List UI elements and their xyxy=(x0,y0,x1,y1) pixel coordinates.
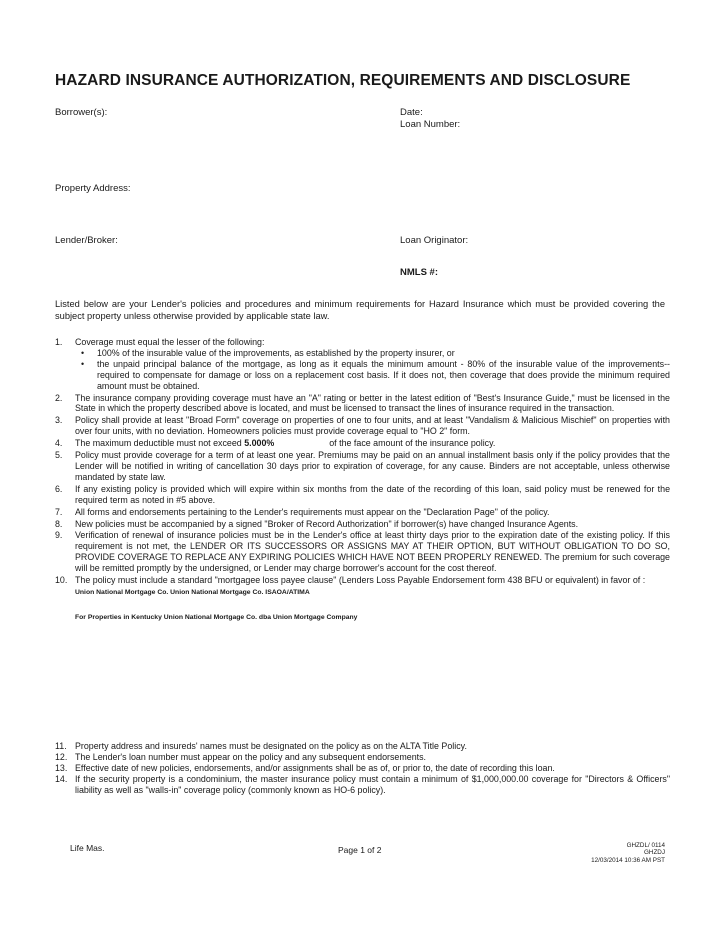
requirement-14: 14. If the security property is a condominium, the master insurance policy must contain a minimum of $1,000,000.00 coverage for "Directors & Officers" liability as well as "walls-in" coverage policy (commonly known as HO-6 policy). xyxy=(55,773,670,795)
loan-number-label: Loan Number: xyxy=(400,119,461,130)
requirement-1: 1. Coverage must equal the lesser of the following: • 100% of the insurable value of the improvements, as established by the property insurer, or • the unpaid principal balance of the mortgage, as long as it equals the minimum amount - 80% of the insurable value of the improvements--required to compensate for damage or loss on a replacement cost basis. If it does not, then coverage that does provide the minimum required amount must be obtained. xyxy=(55,337,670,392)
requirement-text: Policy must provide coverage for a term of at least one year. Premiums may be paid on an annual installment basis only if the policy provides that the Lender will be notified in writing of cancellation 30 days prior to expiration of coverage, for any cause. Binders are not acceptable, unless otherwise mandated by state law. xyxy=(75,450,670,482)
coverage-bullets xyxy=(75,348,670,392)
requirement-text: The maximum deductible must not exceed xyxy=(75,438,242,449)
bullet-item: • the unpaid principal balance of the mortgage, as long as it equals the minimum amount - 80% of the insurable value of the improvements--required to compensate for damage or loss on a replacement cost basis. If it does not, then coverage that does provide the minimum required amount must be obtained. xyxy=(75,359,670,392)
requirement-3: 3. Policy shall provide at least "Broad Form" coverage on properties of one to four units, and at least "Vandalism & Malicious Mischief" on properties with over four units, with no deviation. Homeowners policies must provide coverage equal to "HO 2" form. xyxy=(55,415,670,437)
requirement-text: of the face amount of the insurance policy. xyxy=(329,438,496,449)
lender-broker-label: Lender/Broker: xyxy=(55,235,118,246)
requirement-11: 11. Property address and insureds' names must be designated on the policy as on the ALTA Title Policy. xyxy=(55,741,467,751)
loan-originator-label: Loan Originator: xyxy=(400,235,469,246)
requirement-text: If the security property is a condominium, the master insurance policy must contain a minimum of $1,000,000.00 coverage for "Directors & Officers" liability as well as "walls-in" coverage policy (commonly known as HO-6 policy). xyxy=(75,773,670,795)
requirement-text: Effective date of new policies, endorsements, and/or assignments shall be as of, or prior to, the date of recording this loan. xyxy=(75,762,555,773)
loss-payee-name: Union National Mortgage Co. Union National Mortgage Co. ISAOA/ATIMA xyxy=(75,588,310,596)
requirement-7: 7. All forms and endorsements pertaining to the Lender's requirements must appear on the "Declaration Page" of the policy. xyxy=(55,506,550,517)
requirement-6: 6. If any existing policy is provided which will expire within six months from the date of the recording of this loan, said policy must be renewed for the required term as noted in #5 above. xyxy=(55,483,670,505)
requirement-4: 4. The maximum deductible must not exceed 5.000% of the face amount of the insurance policy. xyxy=(55,438,496,449)
requirement-text: All forms and endorsements pertaining to the Lender's requirements must appear on the "Declaration Page" of the policy. xyxy=(75,506,550,517)
bullet-item: • 100% of the insurable value of the improvements, as established by the property insurer, or xyxy=(75,348,670,359)
requirement-13: 13. Effective date of new policies, endorsements, and/or assignments shall be as of, or prior to, the date of recording this loan. xyxy=(55,762,555,773)
property-address-label: Property Address: xyxy=(55,183,131,194)
requirement-9: 9. Verification of renewal of insurance policies must be in the Lender's office at least thirty days prior to the expiration date of the existing policy. If this requirement is not met, the LENDER OR ITS SUCCESSORS OR ASSIGNS MAY AT THEIR OPTION, BUT WITHOUT OBLIGATION TO DO SO, PROVIDE COVERAGE TO REPLACE ANY EXPIRING POLICIES WHICH HAVE NOT BEEN PROPERLY RENEWED. The premium for such coverage will be remitted promptly by the undersigned, or Lender may charge borrower's account for the cost thereof. xyxy=(55,530,670,574)
footer-initials: Life Mas. xyxy=(70,843,105,853)
date-label: Date: xyxy=(400,107,423,118)
requirement-10: 10. The policy must include a standard "mortgagee loss payee clause" (Lenders Loss Payable Endorsement form 438 BFU or equivalent) in favor of : Union National Mortgage Co. Union National Mortgage Co. ISAOA/ATIMA xyxy=(55,575,670,599)
intro-paragraph: Listed below are your Lender's policies and procedures and minimum requirements for Hazard Insurance which must be provided covering the subject property unless otherwise provided by applicable state law. xyxy=(55,299,665,322)
nmls-label: NMLS #: xyxy=(400,267,438,278)
requirement-text: Property address and insureds' names must be designated on the policy as on the ALTA Title Policy. xyxy=(75,741,467,751)
requirement-text: The Lender's loan number must appear on the policy and any subsequent endorsements. xyxy=(75,751,427,762)
requirement-text: If any existing policy is provided which will expire within six months from the date of the recording of this loan, said policy must be renewed for the required term as noted in #5 above. xyxy=(75,483,670,505)
form-code: GHZDL/ 0114 GHZDJ 12/03/2014 10:36 AM PST xyxy=(591,842,665,864)
loss-payee-kentucky: For Properties in Kentucky Union National Mortgage Co. dba Union Mortgage Company xyxy=(75,613,358,621)
page-number: Page 1 of 2 xyxy=(338,845,382,855)
requirement-8: 8. New policies must be accompanied by a signed "Broker of Record Authorization" if borrower(s) have changed Insurance Agents. xyxy=(55,518,579,529)
requirements-list-continued xyxy=(55,741,670,796)
deductible-percent: 5.000% xyxy=(244,438,275,449)
requirement-text: Verification of renewal of insurance policies must be in the Lender's office at least thirty days prior to the expiration date of the existing policy. If this requirement is not met, the LENDER OR ITS SUCCESSORS OR ASSIGNS MAY AT THEIR OPTION, BUT WITHOUT OBLIGATION TO DO SO, PROVIDE COVERAGE TO REPLACE ANY EXPIRING POLICIES WHICH HAVE NOT BEEN PROPERLY RENEWED. The premium for such coverage will be remitted promptly by the undersigned, or Lender may charge borrower's account for the cost thereof. xyxy=(75,530,670,574)
requirement-text: New policies must be accompanied by a signed "Broker of Record Authorization" if borrower(s) have changed Insurance Agents. xyxy=(75,518,579,529)
document-title: HAZARD INSURANCE AUTHORIZATION, REQUIREMENTS AND DISCLOSURE xyxy=(55,72,631,89)
requirement-text: Policy shall provide at least "Broad Form" coverage on properties of one to four units, and at least "Vandalism & Malicious Mischief" on properties with over four units, with no deviation. Homeowners policies must provide coverage equal to "HO 2" form. xyxy=(75,415,670,437)
borrowers-label: Borrower(s): xyxy=(55,107,108,118)
requirement-text: Coverage must equal the lesser of the following: xyxy=(75,337,265,347)
requirements-list xyxy=(55,337,670,624)
requirement-text: The insurance company providing coverage must have an "A" rating or better in the latest edition of "Best's Insurance Guide," must be licensed in the State in which the property described above is located, and must be licensed to transact the lines of insurance required in the transaction. xyxy=(75,392,670,414)
requirement-5: 5. Policy must provide coverage for a term of at least one year. Premiums may be paid on an annual installment basis only if the policy provides that the Lender will be notified in writing of cancellation 30 days prior to expiration of coverage, for any cause. Binders are not acceptable, unless otherwise mandated by state law. xyxy=(55,450,670,482)
requirement-12: 12. The Lender's loan number must appear on the policy and any subsequent endorsements. xyxy=(55,751,427,762)
requirement-text: The policy must include a standard "mortgagee loss payee clause" (Lenders Loss Payable Endorsement form 438 BFU or equivalent) in favor of : xyxy=(75,575,646,586)
requirement-2: 2. The insurance company providing coverage must have an "A" rating or better in the latest edition of "Best's Insurance Guide," must be licensed in the State in which the property described above is located, and must be licensed to transact the lines of insurance required in the transaction. xyxy=(55,392,670,414)
